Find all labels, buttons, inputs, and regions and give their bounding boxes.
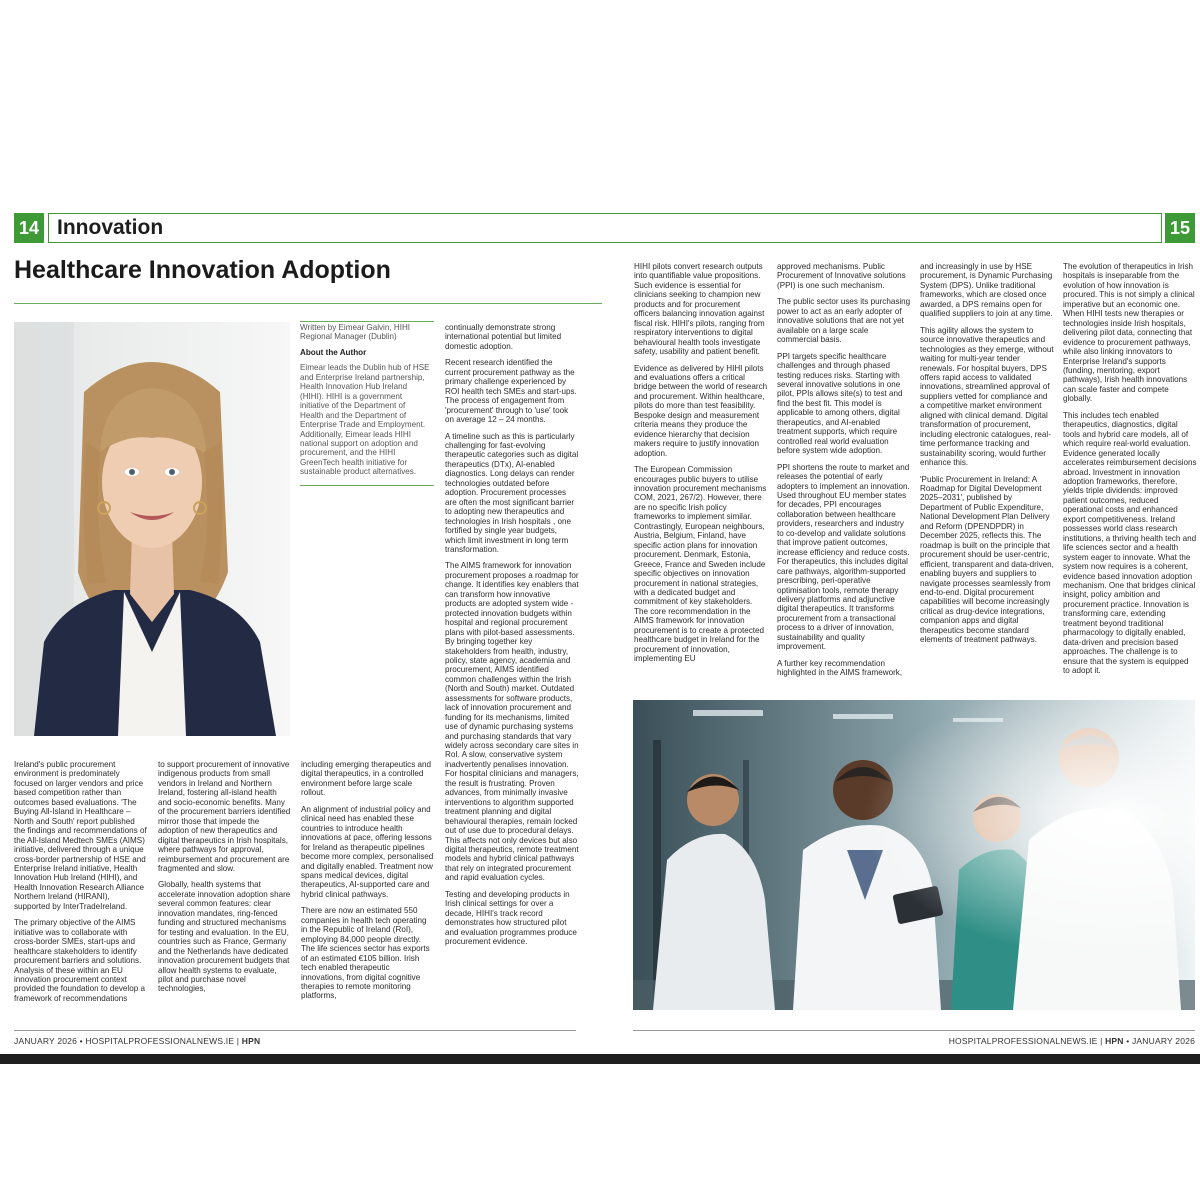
footer-left xyxy=(14,1036,260,1046)
article-headline: Healthcare Innovation Adoption xyxy=(14,256,391,284)
paragraph: A further key recommendation highlighted in the AIMS framework, xyxy=(777,658,903,678)
article-column-7 xyxy=(920,262,1054,652)
paragraph: The European Commission encourages public buyers to utilise innovation procurement mechanisms COM, 2021, 267/2). However, there are no specific Irish policy frameworks to implement similar. Contrastingly, European neighbours, Austria, Belgium, Finland, have specific action plans for innovation procurement. Denmark, Estonia, Greece, France and Sweden include specific objectives on innovation procurement in national strategies, with a dedicated budget and commitment of key stakeholders. The core recommendation in the AIMS framework for innovation procurement is to create a protected healthcare budget in Ireland for the procurement of innovation, implementing EU xyxy=(634,465,767,664)
footer-date: JANUARY 2026 xyxy=(1131,1036,1195,1046)
author-box-bottom-rule xyxy=(300,485,434,486)
footer-logo: HPN xyxy=(241,1036,261,1046)
about-author-text: Eimear leads the Dublin hub of HSE and Enterprise Ireland partnership, Health Innovation Hub Ireland (HIHI). HIHI is a government initiative of the Department of Health and the Department of Enterprise Trade and Employment. Additionally, Eimear leads HIHI national support on adoption and procurement, and the HIHI GreenTech health initiative for sustainable product alternatives. xyxy=(300,363,430,477)
paragraph: Globally, health systems that accelerate innovation adoption share several common features: clear innovation mandates, ring-fenced funding and structured mechanisms for testing and evaluation. In the EU, countries such as France, Germany and the Netherlands have dedicated innovation procurement budgets that allow health systems to evaluate, pilot and purchase novel technologies, xyxy=(158,880,291,994)
article-column-1 xyxy=(14,760,148,1010)
paragraph: Testing and developing products in Irish clinical settings for over a decade, HIHI's track record demonstrates how structured pilot and evaluation programmes produce procurement evidence. xyxy=(445,889,577,947)
about-author-heading: About the Author xyxy=(300,347,367,357)
footer-rule-right xyxy=(633,1030,1195,1031)
author-box-top-rule xyxy=(300,321,434,322)
footer-site: HOSPITALPROFESSIONALNEWS.IE xyxy=(948,1036,1098,1046)
section-header xyxy=(48,213,1162,243)
article-column-2 xyxy=(158,760,292,1001)
paragraph: A timeline such as this is particularly challenging for fast-evolving therapeutic categories such as digital therapeutics (DTx), AI-enabled diagnostics. Long delays can render technologies outdated before adoption. Procurement processes are often the most significant barrier to adopting new therapeutics and technologies in Irish hospitals , one fortified by single year budgets, which limit investment in long term transformation. xyxy=(445,431,579,554)
headline-rule xyxy=(14,303,602,304)
paragraph: to support procurement of innovative indigenous products from small vendors in Ireland and Northern Ireland, fostering all-island health and socio-economic benefits. Many of the procurement barriers identified mirror those that impede the adoption of new therapeutics and digital therapeutics in Irish hospitals, where pathways for approval, reimbursement and procurement are fragmented and slow. xyxy=(158,760,291,873)
paragraph: The AIMS framework for innovation procurement proposes a roadmap for change. It identifies key enablers that can transform how innovative products are adopted system wide - protected innovation budgets within hospital and regional procurement plans with pilot-based assessments. By bringing together key stakeholders from health, industry, policy, state agency, academia and procurement, AIMS identified common challenges within the Irish (North and South) market. Outdated assessments for software products, lack of innovation procurement and funding for its mechanisms, limited use of dynamic purchasing systems and purchasing standards that vary widely across secondary care sites in RoI. A slow, conservative system inadvertently penalises innovation. For hospital clinicians and managers, the result is frustrating. Proven advances, from minimally invasive interventions to algorithm supported treatment planning and digital behavioural therapies, remain locked out of use due to procedural delays. This affects not only devices but also digital therapeutics, remote treatment models and hybrid clinical pathways that rely on integrated procurement and rapid evaluation cycles. xyxy=(445,561,579,883)
section-title: Innovation xyxy=(57,216,164,239)
author-portrait xyxy=(14,322,290,736)
article-column-4 xyxy=(445,323,579,954)
footer-site: HOSPITALPROFESSIONALNEWS.IE xyxy=(85,1036,235,1046)
paragraph: PPI targets specific healthcare challenges and through phased testing reduces risks. Starting with several innovative solutions in one pilot, PPIs allows site(s) to test and find the best fit. This model is applicable to among others, digital therapeutics, and AI-enabled treatment supports, which require controlled real world evaluation before system wide adoption. xyxy=(777,351,903,456)
paragraph: including emerging therapeutics and digital therapeutics, in a controlled environment before large scale rollout. xyxy=(301,760,432,798)
page-number-left: 14 xyxy=(14,213,44,243)
bottom-band xyxy=(0,1054,1200,1064)
footer-separator: | xyxy=(236,1036,240,1046)
article-column-3 xyxy=(301,760,435,1008)
paragraph: This agility allows the system to source innovative therapeutics and technologies as they emerge, without waiting for multi-year tender renewals. For hospital buyers, DPS offers rapid access to validated innovations, streamlined approval of suppliers vetted for compliance and a competitive market environment aligned with clinical demand. Digital transformation of procurement, including electronic catalogues, real-time performance tracking and sustainability scoring, would further enhance this. xyxy=(920,325,1054,468)
byline: Written by Eimear Galvin, HIHI Regional Manager (Dublin) xyxy=(300,323,411,342)
article-column-8 xyxy=(1063,262,1197,682)
clinicians-photo-image xyxy=(633,700,1195,1010)
paragraph: There are now an estimated 550 companies in health tech operating in the Republic of Ireland (RoI), employing 84,000 people directly. The life sciences sector has exports of an estimated €105 billion. Irish tech enabled therapeutic innovations, from digital cognitive therapies to remote monitoring platforms, xyxy=(301,906,430,1001)
footer-bullet: • xyxy=(79,1036,83,1046)
paragraph: This includes tech enabled therapeutics, diagnostics, digital tools and hybrid care models, all of which require real-world evaluation. Evidence generated locally accelerates reimbursement decisions abroad. Investment in innovation adoption frameworks, therefore, yields triple dividends: improved patient outcomes, reduced operational costs and enhanced export competitiveness. Ireland possesses world class research institutions, a thriving health tech and life sciences sector and a health system eager to innovate. What the system now requires is a coherent, evidence based innovation adoption mechanism. One that bridges clinical insight, policy ambition and procurement practice. Innovation is transforming care, extending treatment beyond traditional pharmacology to digitally enabled, data-driven and precision based approaches. The challenge is to ensure that the system is equipped to adopt it. xyxy=(1063,410,1197,676)
article-column-6 xyxy=(777,262,911,685)
paragraph: HIHI pilots convert research outputs into quantifiable value propositions. Such evidence is essential for clinicians seeking to champion new products and for procurement officers balancing innovation against fiscal risk. HIHI's pilots, ranging from respiratory interventions to digital behavioural health tools investigate safety, usability and patient benefit. xyxy=(634,262,765,357)
footer-bullet: • xyxy=(1126,1036,1130,1046)
paragraph: Evidence as delivered by HIHI pilots and evaluations offers a critical bridge between the world of research and procurement. Within healthcare, pilots do more than test feasibility. Bespoke design and measurement criteria means they produce the evidence hierarchy that decision makers require to justify innovation adoption. xyxy=(634,363,768,458)
author-box xyxy=(300,323,430,483)
clinicians-photo xyxy=(633,700,1195,1010)
footer-separator: | xyxy=(1100,1036,1103,1046)
paragraph: Recent research identified the current procurement pathway as the primary challenge experienced by ROI health tech SMEs and start-ups. The process of engagement from 'procurement' through to 'use' took on average 12 – 24 months. xyxy=(445,358,577,425)
paragraph: approved mechanisms. Public Procurement of Innovative solutions (PPI) is one such mechanism. xyxy=(777,262,906,290)
paragraph: The public sector uses its purchasing power to act as an early adopter of innovative solutions that are not yet available on a large scale commercial basis. xyxy=(777,297,911,345)
paragraph: PPI shortens the route to market and releases the potential of early adopters to implement an innovation. Used throughout EU member states for decades, PPI encourages collaboration between healthcare providers, researchers and industry to co-develop and validate solutions that improve patient outcomes, increase efficiency and reduce costs. For therapeutics, this includes digital care pathways, algorithm-supported prescribing, peri-operative optimisation tools, remote therapy delivery platforms and adjunctive digital therapeutics. It transforms procurement from a transactional process to a driver of innovation, sustainability and quality improvement. xyxy=(777,462,910,652)
footer-rule-left xyxy=(14,1030,576,1031)
paragraph: The evolution of therapeutics in Irish hospitals is inseparable from the evolution of how innovation is procured. This is not simply a clinical imperative but an economic one. When HIHI tests new therapies or technologies inside Irish hospitals, delivering pilot data, connecting that evidence to procurement pathways, while also linking innovators to Enterprise Ireland's supports (funding, mentoring, export pathways), Irish health innovations can scale faster and compete globally. xyxy=(1063,262,1195,404)
paragraph: Ireland's public procurement environment is predominately focused on larger vendors and price based competition rather than outcomes based evaluations. 'The Buying All-Island in Healthcare – North and South' report published the findings and recommendations of the All-Island Medtech SMEs (AIMS) initiative, delivered through a unique cross-border partnership of HSE and Enterprise Ireland initiative, Health Innovation Hub Ireland (HIHI), and Health Innovation Research Alliance Northern Ireland (HIRANI), supported by InterTradeIreland. xyxy=(14,760,147,911)
paragraph: continually demonstrate strong international potential but limited domestic adoption. xyxy=(445,323,562,351)
paragraph: and increasingly in use by HSE procurement, is Dynamic Purchasing System (DPS). Unlike traditional frameworks, which are closed once awarded, a DPS remains open for qualified suppliers to join at any time. xyxy=(920,262,1053,319)
paragraph: 'Public Procurement in Ireland: A Roadmap for Digital Development 2025–2031', published by Department of Public Expenditure, National Development Plan Delivery and Reform (DPENDPDR) in December 2025, reflects this. The roadmap is built on the principle that procurement should be user-centric, efficient, transparent and data-driven, enabling buyers and suppliers to navigate processes seamlessly from end-to-end. Digital procurement capabilities will become increasingly critical as drug-device integrations, companion apps and digital therapeutics become standard elements of treatment pathways. xyxy=(920,474,1054,645)
footer-right xyxy=(949,1036,1195,1046)
page-number-right: 15 xyxy=(1165,213,1195,243)
footer-logo: HPN xyxy=(1105,1036,1124,1046)
paragraph: An alignment of industrial policy and clinical need has enabled these countries to introduce health innovations at pace, offering lessons for Ireland as therapeutic pipelines become more complex, personalised and digitally enabled. Treatment now spans medical devices, digital therapeutics, AI-supported care and hybrid clinical pathways. xyxy=(301,804,434,899)
article-column-5 xyxy=(634,262,768,671)
paragraph: The primary objective of the AIMS initiative was to collaborate with cross-border SMEs, start-ups and healthcare stakeholders to identify procurement barriers and solutions. Analysis of these within an EU innovation procurement context provided the foundation to develop a framework of recommendations xyxy=(14,918,145,1003)
author-portrait-image xyxy=(14,322,290,736)
footer-date: JANUARY 2026 xyxy=(14,1036,78,1046)
